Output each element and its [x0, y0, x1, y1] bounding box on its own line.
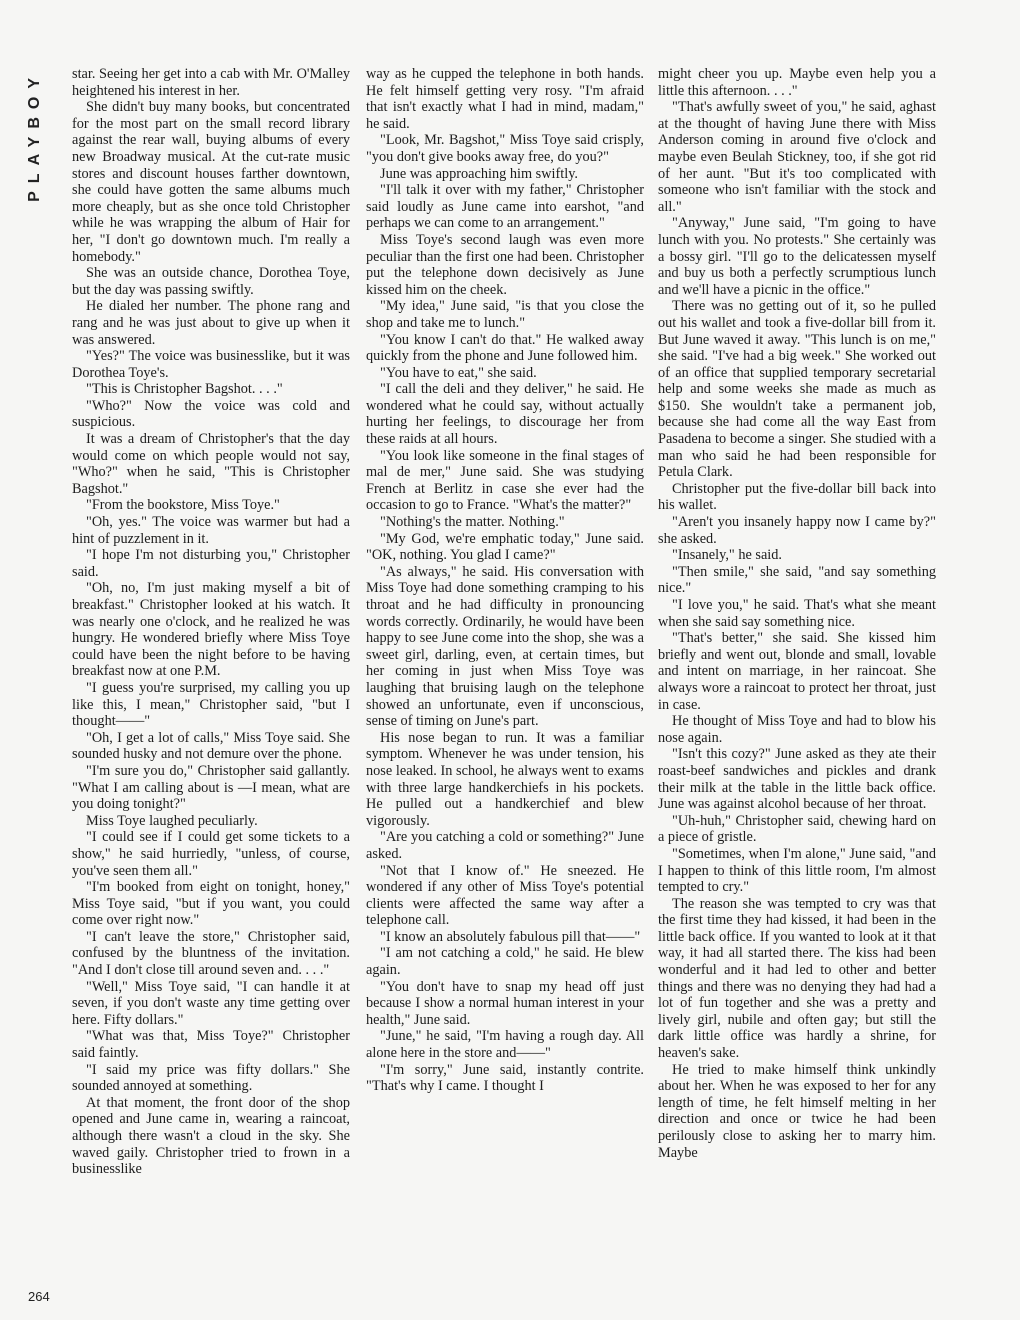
paragraph: He dialed her number. The phone rang and rang and he was just about to give up when it was answered. — [72, 298, 350, 348]
paragraph: "Not that I know of." He sneezed. He wondered if any other of Miss Toye's potential clients were affected the same way after a telephone call. — [366, 862, 644, 929]
paragraph: "I could see if I could get some tickets to a show," he said hurriedly, "unless, of course, you've seen them all." — [72, 829, 350, 879]
paragraph: "I call the deli and they deliver," he said. He wondered what he could say, without actually hurting her feelings, to discourage her from these raids at all hours. — [366, 381, 644, 448]
paragraph: Christopher put the five-dollar bill back into his wallet. — [658, 480, 936, 514]
paragraph: "I'm booked from eight on tonight, honey," Miss Toye said, "but if you want, you could come over right now." — [72, 879, 350, 929]
paragraph: There was no getting out of it, so he pulled out his wallet and took a five-dollar bill from it. But June waved it away. "This lunch is on me," she said. "I've had a big week." She worked out of an office that supplied temporary secretarial help and some weeks she made as much as $150. She wouldn't take a permanent job, because she had come all the way East from Pasadena to become a singer. She studied with a man who said he had been responsible for Petula Clark. — [658, 298, 936, 481]
text-column-1 — [72, 66, 350, 1178]
running-head: PLAYBOY — [26, 70, 43, 202]
paragraph: might cheer you up. Maybe even help you a little this afternoon. . . ." — [658, 66, 936, 99]
page-number: 264 — [28, 1289, 50, 1304]
paragraph: Miss Toye laughed peculiarly. — [86, 812, 258, 829]
paragraph: "That's better," she said. She kissed him briefly and went out, blonde and small, lovable and intent on marriage, in her raincoat. She always wore a raincoat to protect her throat, just in case. — [658, 630, 936, 713]
paragraph: "I'll talk it over with my father," Christopher said loudly as June came into earshot, "and perhaps we can come to an arrangement." — [366, 182, 644, 232]
paragraph: "Isn't this cozy?" June asked as they ate their roast-beef sandwiches and pickles and drank their milk at the table in the little back office. June was against alcohol because of her throat. — [658, 746, 936, 813]
paragraph: "That's awfully sweet of you," he said, aghast at the thought of having June there with Miss Anderson coming in around five o'clock and maybe even Beulah Stickney, too, if she got rid of her aunt. "But it's too complicated with someone who isn't familiar with the stock and all." — [658, 99, 936, 215]
paragraph: He tried to make himself think unkindly about her. When he was exposed to her for any length of time, he felt himself melting in her direction and once or twice he had been perilously close to asking her to marry him. Maybe — [658, 1061, 936, 1161]
paragraph: "You don't have to snap my head off just because I show a normal human interest in your health," June said. — [366, 978, 644, 1028]
paragraph: "I'm sorry," June said, instantly contrite. "That's why I came. I thought I — [366, 1061, 644, 1095]
paragraph: "Nothing's the matter. Nothing." — [380, 514, 565, 531]
paragraph: "I guess you're surprised, my calling you up like this, I mean," Christopher said, "but I thought——" — [72, 679, 350, 730]
paragraph: "My God, we're emphatic today," June said. "OK, nothing. You glad I came?" — [366, 530, 644, 564]
paragraph: She was an outside chance, Dorothea Toye, but the day was passing swiftly. — [72, 265, 350, 298]
paragraph: "Insanely," he said. — [672, 547, 782, 564]
paragraph: June was approaching him swiftly. — [380, 165, 578, 182]
paragraph: "Are you catching a cold or something?" June asked. — [366, 829, 644, 862]
paragraph: "Look, Mr. Bagshot," Miss Toye said crisply, "you don't give books away free, do you?" — [366, 132, 644, 165]
paragraph: "Anyway," June said, "I'm going to have lunch with you. No protests." She certainly was a bossy girl. "I'll go to the delicatessen myself and buy us both a perfectly scrumptious lunch and we'll have a picnic in the office." — [658, 215, 936, 298]
paragraph: "I am not catching a cold," he said. He blew again. — [366, 945, 644, 979]
paragraph: "I said my price was fifty dollars." She sounded annoyed at something. — [72, 1061, 350, 1095]
paragraph: "Who?" Now the voice was cold and suspicious. — [72, 397, 350, 431]
paragraph: "You have to eat," she said. — [380, 364, 537, 381]
paragraph: "Oh, I get a lot of calls," Miss Toye said. She sounded husky and not demure over the phone. — [72, 729, 350, 763]
paragraph: star. Seeing her get into a cab with Mr. O'Malley heightened his interest in her. — [72, 66, 350, 99]
paragraph: He thought of Miss Toye and had to blow his nose again. — [658, 713, 936, 746]
paragraph: "June," he said, "I'm having a rough day. All alone here in the store and——" — [366, 1028, 644, 1062]
paragraph: "Uh-huh," Christopher said, chewing hard on a piece of gristle. — [658, 812, 936, 846]
paragraph: "You look like someone in the final stages of mal de mer," June said. She was studying French at Berlitz in case she ever had the occasion to go to France. "What's the matter?" — [366, 447, 644, 514]
paragraph: It was a dream of Christopher's that the day would come on which people would not say, "Who?" when he said, "This is Christopher Bagshot." — [72, 431, 350, 497]
paragraph: "I know an absolutely fabulous pill that——" — [380, 928, 641, 945]
paragraph: "What was that, Miss Toye?" Christopher said faintly. — [72, 1028, 350, 1062]
paragraph: She didn't buy many books, but concentrated for the most part on the small record library against the rear wall, buying albums of every new Broadway musical. At the cut-rate music stores and discount houses farther downtown, she could have gotten the same albums much more cheaply, but as she once told Christopher while he was wrapping the album of Hair for her, "I don't go downtown much. I'm really a homebody." — [72, 99, 350, 265]
paragraph: "Then smile," she said, "and say something nice." — [658, 563, 936, 597]
paragraph: "From the bookstore, Miss Toye." — [86, 497, 280, 514]
paragraph: "I'm sure you do," Christopher said gallantly. "What I am calling about is —I mean, what are you doing tonight?" — [72, 762, 350, 813]
paragraph: "I can't leave the store," Christopher said, confused by the bluntness of the invitation. "And I don't close till around seven and. . . ." — [72, 928, 350, 979]
text-column-3 — [658, 66, 936, 1161]
paragraph: "My idea," June said, "is that you close the shop and take me to lunch." — [366, 298, 644, 331]
paragraph: "Well," Miss Toye said, "I can handle it at seven, if you don't waste any time getting over here. Fifty dollars." — [72, 978, 350, 1028]
paragraph: "Sometimes, when I'm alone," June said, "and I happen to think of this little room, I'm almost tempted to cry." — [658, 845, 936, 896]
paragraph: His nose began to run. It was a familiar symptom. Whenever he was under tension, his nose leaked. In school, he always went to exams with three large handkerchiefs in his pockets. He pulled out a handkerchief and blew vigorously. — [366, 729, 644, 829]
paragraph: "Yes?" The voice was businesslike, but it was Dorothea Toye's. — [72, 348, 350, 381]
paragraph: "I love you," he said. That's what she meant when she said say something nice. — [658, 597, 936, 630]
paragraph: "Aren't you insanely happy now I came by?" she asked. — [658, 514, 936, 547]
paragraph: "As always," he said. His conversation with Miss Toye had done something cramping to his throat and he had difficulty in pronouncing words correctly. Ordinarily, he would have been happy to see June come into the shop, she was a sweet girl, darling, even, at certain times, but her coming in just when Miss Toye was laughing that bruising laugh on the telephone showed an unfortunate, even if unconscious, sense of timing on June's part. — [366, 563, 644, 730]
paragraph: The reason she was tempted to cry was that the first time they had kissed, it had been in the little back office. If you wanted to look at it that way, it had all started there. The kiss had been wonderful and it had led to other and better things and there was no denying they had had a lot of fun together and she was a pretty and lively girl, nubile and often gay; but still the dark little office was hardly a shrine, for heaven's sake. — [658, 895, 936, 1062]
paragraph: Miss Toye's second laugh was even more peculiar than the first one had been. Christopher put the telephone down decisively as June kissed him on the cheek. — [366, 231, 644, 298]
paragraph: "This is Christopher Bagshot. . . ." — [86, 381, 283, 398]
paragraph: "Oh, yes." The voice was warmer but had a hint of puzzlement in it. — [72, 514, 350, 547]
paragraph: At that moment, the front door of the shop opened and June came in, wearing a raincoat, although there wasn't a cloud in the sky. She waved gaily. Christopher tried to frown in a businesslike — [72, 1094, 350, 1178]
paragraph: "I hope I'm not disturbing you," Christopher said. — [72, 547, 350, 580]
paragraph: way as he cupped the telephone in both hands. He felt himself getting very rosy. "I'm afraid that isn't exactly what I had in mind, madam," he said. — [366, 66, 644, 132]
text-column-2 — [366, 66, 644, 1095]
paragraph: "Oh, no, I'm just making myself a bit of breakfast." Christopher looked at his watch. It was nearly one o'clock, and he realized he was hungry. He wondered briefly where Miss Toye could have been the night before to be having breakfast now at one P.M. — [72, 580, 350, 680]
paragraph: "You know I can't do that." He walked away quickly from the phone and June followed him. — [366, 331, 644, 365]
